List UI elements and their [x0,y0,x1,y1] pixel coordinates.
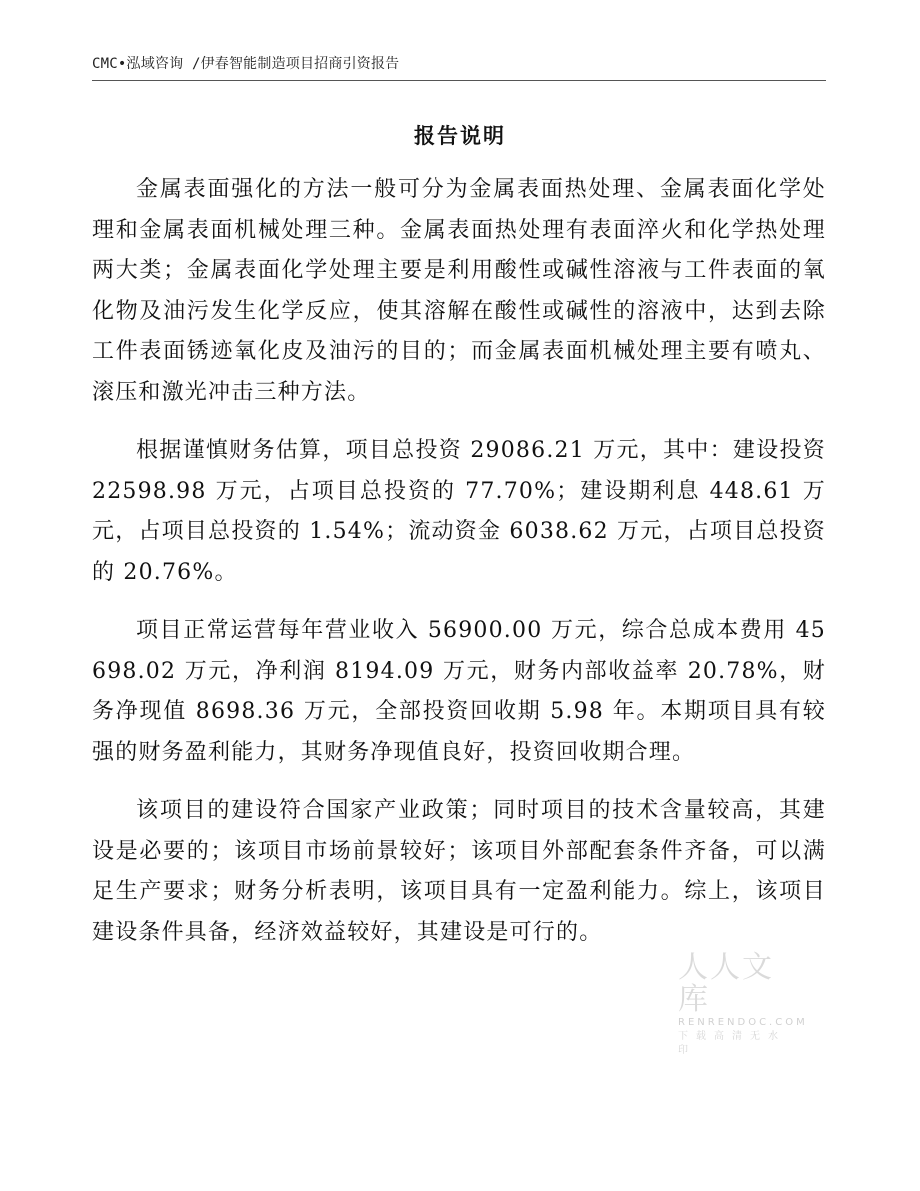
watermark-site-text: RENRENDOC.COM [678,1017,808,1028]
page-title: 报告说明 [414,124,506,148]
watermark-tagline-text: 下载高清无水印 [678,1031,786,1056]
paragraph-investment: 根据谨慎财务估算，项目总投资 29086.21 万元，其中：建设投资 22598.98 万元，占项目总投资的 77.70%；建设期利息 448.61 万元，占项目总投资的 1.54%；流动资金 6038.62 万元，占项目总投资的 20.76%。 [92,438,826,585]
paragraph-revenue: 项目正常运营每年营业收入 56900.00 万元，综合总成本费用 45698.02 万元，净利润 8194.09 万元，财务内部收益率 20.78%，财务净现值 8698.36 万元，全部投资回收期 5.98 年。本期项目具有较强的财务盈利能力，其财务净现值良好，投资回收期合理。 [92,618,826,765]
watermark-main-text: 人人文库 [678,950,774,1017]
paragraph-intro: 金属表面强化的方法一般可分为金属表面热处理、金属表面化学处理和金属表面机械处理三种。金属表面热处理有表面淬火和化学热处理两大类；金属表面化学处理主要是利用酸性或碱性溶液与工件表面的氧化物及油污发生化学反应，使其溶解在酸性或碱性的溶液中，达到去除工件表面锈迹氧化皮及油污的目的；而金属表面机械处理主要有喷丸、滚压和激光冲击三种方法。 [92,177,826,405]
document-header: CMC•泓域咨询 /伊春智能制造项目招商引资报告 [92,56,400,72]
paragraph-conclusion: 该项目的建设符合国家产业政策；同时项目的技术含量较高，其建设是必要的；该项目市场前景较好；该项目外部配套条件齐备，可以满足生产要求；财务分析表明，该项目具有一定盈利能力。综上，该项目建设条件具备，经济效益较好，其建设是可行的。 [92,798,826,945]
report-body [92,170,826,971]
header-divider [92,80,826,81]
